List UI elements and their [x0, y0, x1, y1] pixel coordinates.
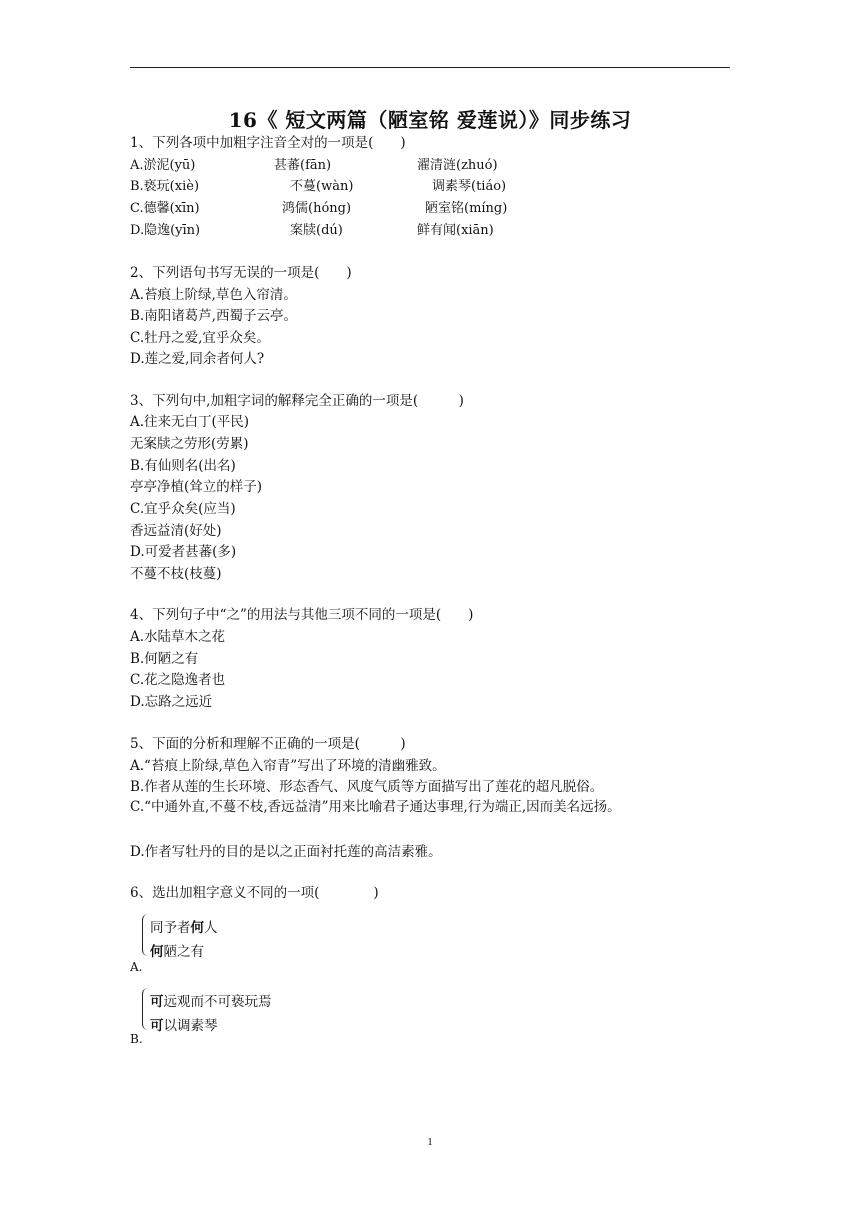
q1-row-b-1: B.亵玩(xiè) [130, 179, 200, 194]
q6-option-b-label: B. [130, 1032, 143, 1046]
q1-row-d-2: 案牍(dú) [290, 223, 343, 238]
q3-line-8: 不蔓不枝(枝蔓) [130, 566, 222, 582]
q6-a-line-2-bold: 何 [150, 944, 164, 960]
q6-stem: 6、选出加粗字意义不同的一项( ) [130, 885, 379, 901]
q6-a-line-1-bold: 何 [190, 920, 204, 936]
q3-line-7: D.可爱者甚蕃(多) [130, 544, 237, 560]
q1-stem: 1、下列各项中加粗字注音全对的一项是( ) [130, 135, 406, 151]
q6-b-line-1-post: 远观而不可亵玩焉 [163, 994, 272, 1010]
q6-b-line-2-post: 以调素琴 [163, 1018, 218, 1034]
q5-option-a: A.“苔痕上阶绿,草色入帘青”写出了环境的清幽雅致。 [130, 758, 446, 774]
q5-option-c: C.“中通外直,不蔓不枝,香远益清”用来比喻君子通达事理,行为端正,因而美名远扬。 [130, 799, 621, 815]
q2-option-a: A.苔痕上阶绿,草色入帘清。 [130, 287, 297, 303]
q1-row-c-3: 陋室铭(míng) [425, 201, 508, 216]
q4-stem: 4、下列句子中“之”的用法与其他三项不同的一项是( ) [130, 607, 474, 623]
q6-option-a-label: A. [130, 960, 143, 974]
q6-a-line-1-pre: 同予者 [150, 920, 191, 936]
q3-stem: 3、下列句中,加粗字词的解释完全正确的一项是( ) [130, 393, 464, 409]
q6-a-line-2 [150, 940, 204, 960]
q5-stem: 5、下面的分析和理解不正确的一项是( ) [130, 736, 406, 752]
brace-icon [142, 988, 149, 1030]
q1-row-d-1: D.隐逸(yīn) [130, 223, 201, 238]
header-rule [130, 67, 730, 68]
q1-row-b-3: 调素琴(tiáo) [432, 179, 507, 194]
q3-line-6: 香远益清(好处) [130, 523, 222, 539]
q1-row-b-2: 不蔓(wàn) [290, 179, 354, 194]
q1-row-d-3: 鲜有闻(xiān) [417, 223, 494, 238]
brace-icon [142, 914, 149, 956]
q3-line-4: 亭亭净植(耸立的样子) [130, 479, 263, 495]
q2-option-d: D.莲之爱,同余者何人? [130, 351, 265, 367]
q1-row-a-2: 甚蕃(fān) [274, 158, 332, 173]
q1-row-c-1: C.德馨(xīn) [130, 201, 200, 216]
q6-b-line-1 [150, 990, 272, 1010]
q6-a-line-2-post: 陋之有 [163, 944, 204, 960]
q6-b-line-1-bold: 可 [150, 994, 164, 1010]
q2-stem: 2、下列语句书写无误的一项是( ) [130, 265, 352, 281]
q6-a-line-1-post: 人 [204, 920, 218, 936]
q4-option-c: C.花之隐逸者也 [130, 672, 226, 688]
q1-row-c-2: 鸿儒(hóng) [282, 201, 352, 216]
q5-option-b: B.作者从莲的生长环境、形态香气、风度气质等方面描写出了莲花的超凡脱俗。 [130, 779, 604, 795]
q4-option-a: A.水陆草木之花 [130, 629, 226, 645]
q1-row-a-1: A.淤泥(yū) [130, 158, 196, 173]
q4-option-d: D.忘路之远近 [130, 694, 213, 710]
q3-line-5: C.宜乎众矣(应当) [130, 501, 236, 517]
q5-option-d: D.作者写牡丹的目的是以之正面衬托莲的高洁素雅。 [130, 844, 442, 860]
q6-a-line-1 [150, 916, 218, 936]
q6-b-line-2-bold: 可 [150, 1018, 164, 1034]
q4-option-b: B.何陋之有 [130, 651, 199, 667]
q3-line-3: B.有仙则名(出名) [130, 458, 236, 474]
q3-line-2: 无案牍之劳形(劳累) [130, 436, 249, 452]
page-number: 1 [427, 1136, 433, 1148]
q6-b-line-2 [150, 1014, 218, 1034]
q2-option-c: C.牡丹之爱,宜乎众矣。 [130, 330, 270, 346]
q1-row-a-3: 濯清涟(zhuó) [417, 158, 498, 173]
q2-option-b: B.南阳诸葛芦,西蜀子云亭。 [130, 308, 298, 324]
q3-line-1: A.往来无白丁(平民) [130, 414, 250, 430]
page-title: 16《 短文两篇（陋室铭 爱莲说）》同步练习 [228, 108, 632, 132]
